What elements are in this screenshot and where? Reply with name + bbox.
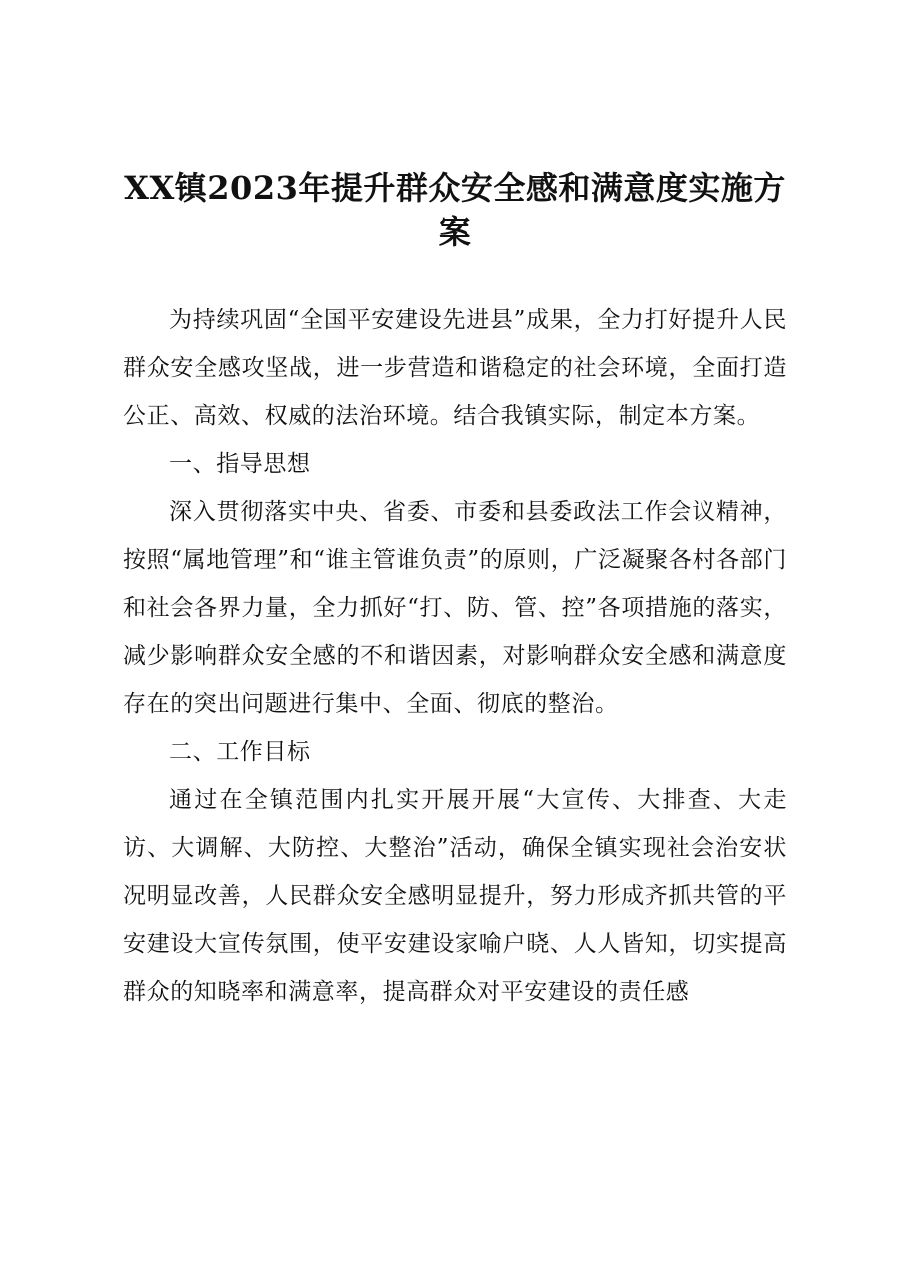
- work-goals-paragraph: 通过在全镇范围内扎实开展开展“大宣传、大排查、大走访、大调解、大防控、大整治”活动，确保全镇实现社会治安状况明显改善，人民群众安全感明显提升，努力形成齐抓共管的平安建设大宣传氛围，使平安建设家喻户晓、人人皆知，切实提高群众的知晓率和满意率，提高群众对平安建设的责任感: [123, 787, 787, 1005]
- document-title: XX镇2023年提升群众安全感和满意度实施方案: [124, 169, 786, 251]
- section-heading-work-goals: 二、工作目标: [169, 739, 311, 765]
- section-heading-guiding-ideology: 一、指导思想: [169, 451, 311, 477]
- document-body: [123, 296, 787, 1016]
- intro-paragraph: 为持续巩固“全国平安建设先进县”成果，全力打好提升人民群众安全感攻坚战，进一步营造和谐稳定的社会环境，全面打造公正、高效、权威的法治环境。结合我镇实际，制定本方案。: [123, 307, 787, 429]
- guiding-ideology-paragraph: 深入贯彻落实中央、省委、市委和县委政法工作会议精神，按照“属地管理”和“谁主管谁负责”的原则，广泛凝聚各村各部门和社会各界力量，全力抓好“打、防、管、控”各项措施的落实，减少影响群众安全感的不和谐因素，对影响群众安全感和满意度存在的突出问题进行集中、全面、彻底的整治。: [123, 499, 787, 717]
